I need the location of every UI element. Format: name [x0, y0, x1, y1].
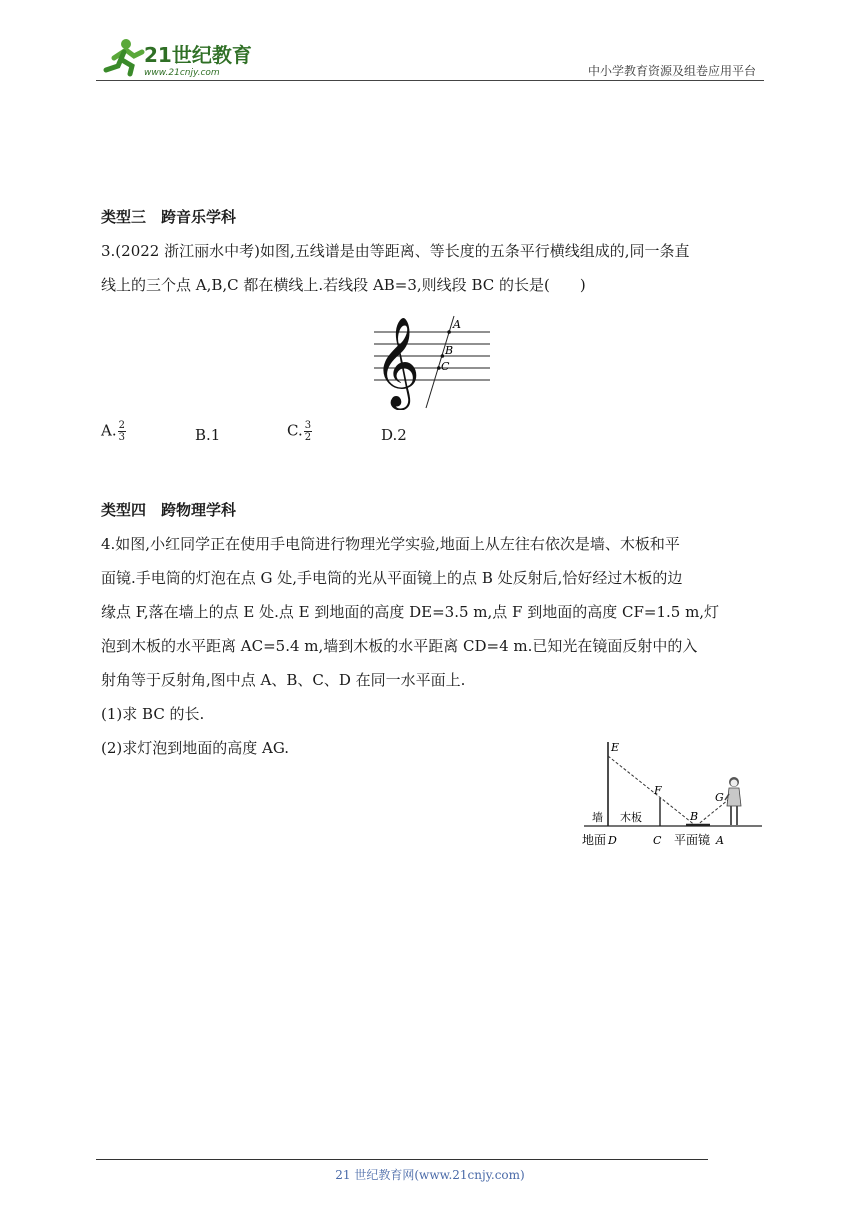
point-label-b: B: [445, 344, 454, 357]
label-mirror: 平面镜: [674, 833, 711, 847]
question3-line1: 3.(2022 浙江丽水中考)如图,五线谱是由等距离、等长度的五条平行横线组成的,同一条直: [101, 242, 690, 260]
logo-url: www.21cnjy.com: [144, 68, 220, 78]
section3-title: 类型三 跨音乐学科: [101, 208, 237, 226]
subquestion-1: (1)求 BC 的长.: [101, 705, 205, 723]
treble-clef-icon: [374, 317, 420, 410]
question4-line: 泡到木板的水平距离 AC=5.4 m,墙到木板的水平距离 CD=4 m.已知光在镜面反射中的入: [101, 637, 698, 655]
svg-text:𝄞: 𝄞: [374, 317, 421, 407]
runner-logo-icon: [96, 36, 256, 78]
subquestion-2: (2)求灯泡到地面的高度 AG.: [101, 739, 290, 757]
section4-title: 类型四 跨物理学科: [101, 501, 237, 519]
point-label-c: C: [441, 360, 450, 373]
label-b: B: [690, 810, 699, 823]
label-f: F: [654, 784, 662, 797]
label-e: E: [611, 741, 620, 754]
label-c: C: [653, 834, 662, 847]
header-platform-name: 中小学教育资源及组卷应用平台: [587, 64, 756, 78]
footer-text: 21 世纪教育网(www.21cnjy.com): [335, 1168, 525, 1182]
label-a: A: [716, 834, 724, 847]
logo-text: 21世纪教育: [144, 43, 252, 67]
option-c: C. $\frac{3}{2}$: [287, 420, 312, 443]
question4-line: 4.如图,小红同学正在使用手电筒进行物理光学实验,地面上从左往右依次是墙、木板和平: [101, 535, 680, 553]
header-divider: [96, 80, 764, 81]
question3-line2: 线上的三个点 A,B,C 都在横线上.若线段 AB=3,则线段 BC 的长是( ): [101, 276, 586, 294]
footer-divider: [96, 1159, 708, 1160]
label-g: G: [715, 791, 724, 804]
label-ground: 地面: [582, 833, 607, 847]
question4-line: 面镜.手电筒的灯泡在点 G 处,手电筒的光从平面镜上的点 B 处反射后,恰好经过木板的边: [101, 569, 683, 587]
question4-line: 缘点 F,落在墙上的点 E 处.点 E 到地面的高度 DE=3.5 m,点 F 到地面的高度 CF=1.5 m,灯: [101, 603, 720, 621]
label-wall: 墙: [592, 811, 603, 824]
option-b: B.1: [195, 426, 221, 444]
label-d: D: [608, 834, 617, 847]
point-label-a: A: [453, 318, 461, 331]
option-a: A. $\frac{2}{3}$: [101, 420, 125, 443]
site-logo: [96, 36, 256, 78]
girl-figure-icon: [725, 777, 741, 825]
question4-line: 射角等于反射角,图中点 A、B、C、D 在同一水平面上.: [101, 671, 466, 689]
staff-figure: [366, 306, 496, 410]
option-d: D.2: [381, 426, 407, 444]
fraction-three-halves: $\frac{3}{2}$: [304, 420, 312, 443]
fraction-two-thirds: $\frac{2}{3}$: [118, 420, 125, 443]
label-board: 木板: [620, 811, 642, 824]
question3-text: [101, 234, 766, 302]
question4-text: [101, 527, 766, 765]
mirror-reflection-figure: [578, 738, 768, 850]
